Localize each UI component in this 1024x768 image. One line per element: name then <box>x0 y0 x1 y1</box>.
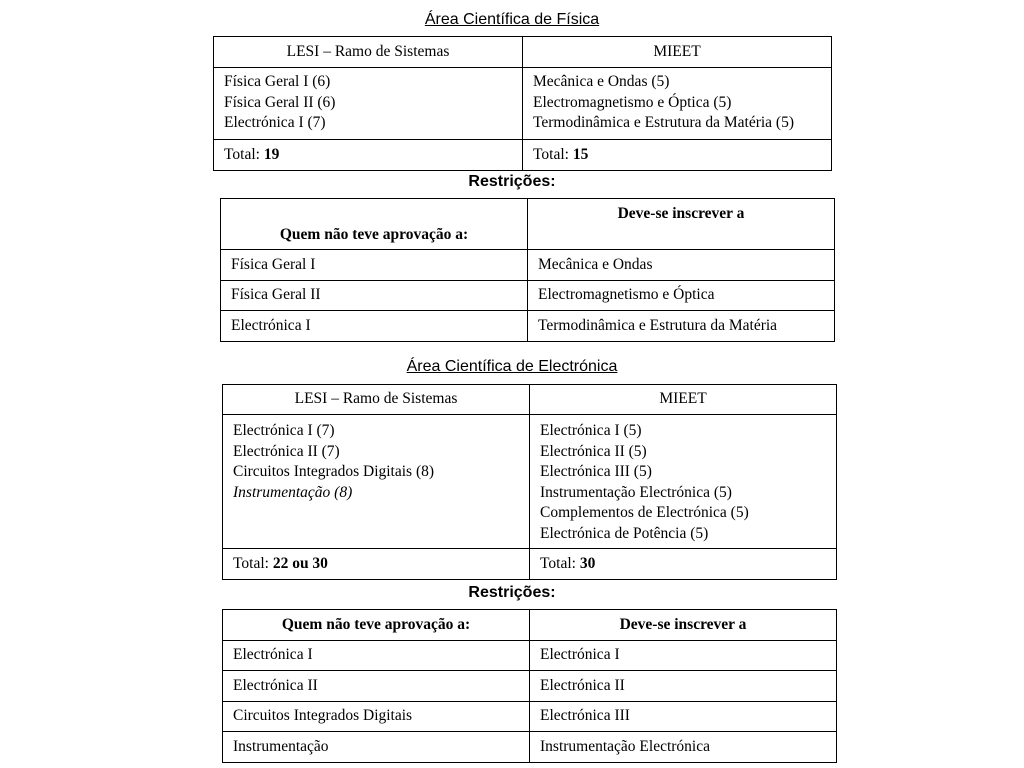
course-item: Complementos de Electrónica (5) <box>540 504 749 521</box>
electronica-col2-total <box>530 549 837 580</box>
fisica-col2-total <box>523 140 832 171</box>
electronica-col1-courses <box>223 415 530 549</box>
course-item: Física Geral II (6) <box>224 93 336 111</box>
course-item: Mecânica e Ondas (5) <box>533 73 670 90</box>
table-cell: Electrónica I <box>530 641 837 671</box>
electronica-col1-header: LESI – Ramo de Sistemas <box>223 385 530 415</box>
electronica-col2-courses <box>530 415 837 549</box>
total-value: 30 <box>579 554 596 572</box>
course-item: Instrumentação (8) <box>233 483 353 501</box>
total-label: Total: <box>224 145 260 163</box>
table-row <box>221 250 835 281</box>
table-cell: Circuitos Integrados Digitais <box>223 702 530 732</box>
electronica-restricoes-heading: Restrições: <box>468 584 556 601</box>
total-value: 15 <box>572 145 589 163</box>
total-label: Total: <box>233 554 269 572</box>
electronica-col2-header: MIEET <box>530 385 837 415</box>
fisica-col2-courses <box>523 68 832 140</box>
table-row <box>221 311 835 342</box>
course-item: Electromagnetismo e Óptica (5) <box>533 93 732 111</box>
table-cell: Instrumentação <box>223 732 530 763</box>
table-cell: Electrónica I <box>223 641 530 671</box>
table-cell: Física Geral II <box>221 281 528 311</box>
table-cell: Mecânica e Ondas <box>528 250 835 281</box>
table-cell: Instrumentação Electrónica <box>530 732 837 763</box>
table-row <box>221 281 835 311</box>
course-item: Electrónica III (5) <box>540 463 652 480</box>
table-cell: Termodinâmica e Estrutura da Matéria <box>528 311 835 342</box>
total-value: 22 ou 30 <box>272 554 328 572</box>
course-item: Electrónica I (7) <box>224 114 326 131</box>
fisica-courses-table <box>213 36 832 171</box>
restricoes-col2-header: Deve-se inscrever a <box>530 610 837 641</box>
total-value: 19 <box>263 145 280 163</box>
course-item: Circuitos Integrados Digitais (8) <box>233 463 435 480</box>
fisica-restricoes-heading: Restrições: <box>468 173 556 190</box>
electronica-heading: Área Científica de Electrónica <box>406 358 618 375</box>
fisica-col2-header: MIEET <box>523 37 832 68</box>
course-item: Electrónica II (5) <box>540 442 647 460</box>
table-cell: Electrónica III <box>530 702 837 732</box>
restricoes-col1-header: Quem não teve aprovação a: <box>221 199 528 250</box>
electronica-col1-total <box>223 549 530 580</box>
total-label: Total: <box>533 145 569 163</box>
table-row <box>223 671 837 702</box>
table-cell: Electromagnetismo e Óptica <box>528 281 835 311</box>
table-cell: Electrónica II <box>223 671 530 702</box>
total-label: Total: <box>540 554 576 572</box>
table-row <box>223 732 837 763</box>
fisica-col1-header: LESI – Ramo de Sistemas <box>214 37 523 68</box>
fisica-restricoes-table <box>220 198 835 342</box>
table-row <box>223 702 837 732</box>
restricoes-col1-header: Quem não teve aprovação a: <box>223 610 530 641</box>
fisica-col1-courses <box>214 68 523 140</box>
restricoes-col2-header: Deve-se inscrever a <box>528 199 835 250</box>
course-item: Electrónica I (5) <box>540 422 642 439</box>
course-item: Física Geral I (6) <box>224 73 331 90</box>
table-cell: Electrónica I <box>221 311 528 342</box>
table-cell: Electrónica II <box>530 671 837 702</box>
course-item: Termodinâmica e Estrutura da Matéria (5) <box>533 114 795 131</box>
course-item: Electrónica de Potência (5) <box>540 524 709 542</box>
course-item: Electrónica I (7) <box>233 422 335 439</box>
electronica-restricoes-table <box>222 609 837 763</box>
course-item: Instrumentação Electrónica (5) <box>540 483 732 501</box>
course-item: Electrónica II (7) <box>233 442 340 460</box>
table-row <box>223 641 837 671</box>
fisica-heading: Área Científica de Física <box>424 11 600 28</box>
electronica-courses-table <box>222 384 837 580</box>
fisica-col1-total <box>214 140 523 171</box>
table-cell: Física Geral I <box>221 250 528 281</box>
